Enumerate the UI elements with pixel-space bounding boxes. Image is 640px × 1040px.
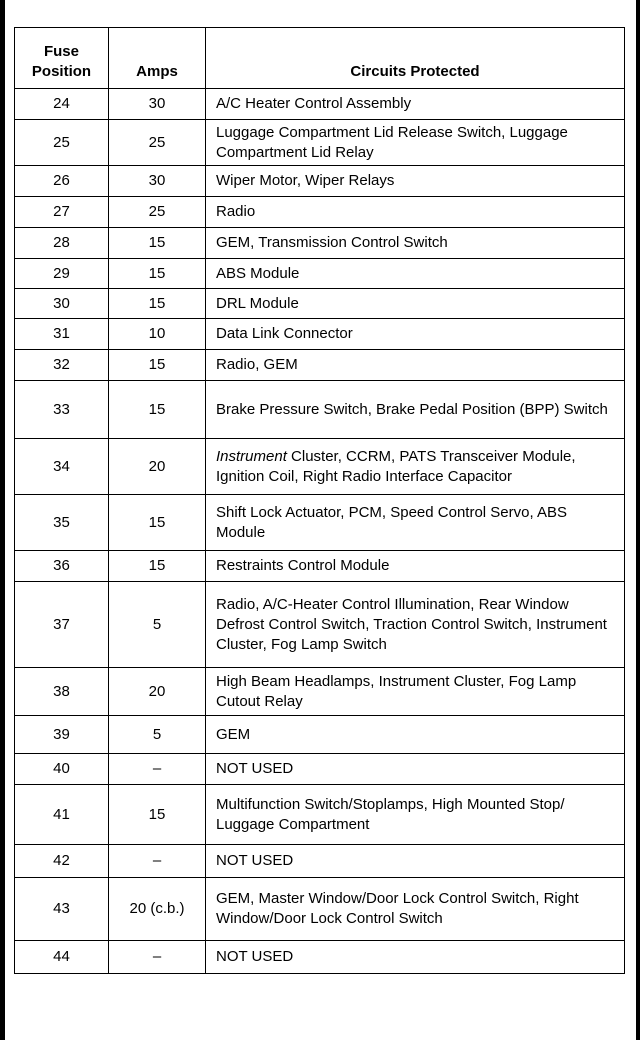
table-row <box>15 89 625 120</box>
fuse-position-cell: 27 <box>15 197 109 228</box>
fuse-position-cell: 31 <box>15 319 109 350</box>
fuse-table-body <box>15 89 625 974</box>
amps-cell: 15 <box>109 350 206 381</box>
amps-cell: 10 <box>109 319 206 350</box>
table-row <box>15 439 625 495</box>
table-row <box>15 941 625 974</box>
amps-cell: – <box>109 941 206 974</box>
amps-header: Amps <box>109 28 206 89</box>
table-row <box>15 350 625 381</box>
amps-cell: 15 <box>109 259 206 289</box>
table-row <box>15 289 625 319</box>
circuits-header: Circuits Protected <box>206 28 625 89</box>
fuse-position-cell: 41 <box>15 785 109 845</box>
fuse-position-cell: 26 <box>15 166 109 197</box>
table-row <box>15 582 625 668</box>
circuits-cell: GEM, Transmission Control Switch <box>206 228 625 259</box>
amps-cell: 20 <box>109 439 206 495</box>
circuits-cell: A/C Heater Control Assembly <box>206 89 625 120</box>
table-row <box>15 754 625 785</box>
amps-cell: 15 <box>109 289 206 319</box>
amps-cell: 30 <box>109 89 206 120</box>
fuse-position-cell: 33 <box>15 381 109 439</box>
fuse-position-cell: 42 <box>15 845 109 878</box>
right-page-edge <box>636 0 640 1040</box>
circuits-cell: Multifunction Switch/Stoplamps, High Mounted Stop/ Luggage Compartment <box>206 785 625 845</box>
circuits-cell: Wiper Motor, Wiper Relays <box>206 166 625 197</box>
left-page-edge <box>0 0 5 1040</box>
amps-cell: 5 <box>109 582 206 668</box>
table-row <box>15 878 625 941</box>
amps-cell: 15 <box>109 785 206 845</box>
amps-cell: – <box>109 754 206 785</box>
circuits-cell: Data Link Connector <box>206 319 625 350</box>
table-row <box>15 716 625 754</box>
amps-cell: 20 (c.b.) <box>109 878 206 941</box>
circuits-cell: GEM, Master Window/Door Lock Control Switch, Right Window/Door Lock Control Switch <box>206 878 625 941</box>
circuits-cell: High Beam Headlamps, Instrument Cluster, Fog Lamp Cutout Relay <box>206 668 625 716</box>
table-row <box>15 668 625 716</box>
fuse-position-cell: 38 <box>15 668 109 716</box>
circuits-cell: Restraints Control Module <box>206 551 625 582</box>
amps-cell: 15 <box>109 551 206 582</box>
fuse-position-cell: 34 <box>15 439 109 495</box>
circuits-cell: Luggage Compartment Lid Release Switch, Luggage Compartment Lid Relay <box>206 120 625 166</box>
table-row <box>15 381 625 439</box>
amps-cell: 15 <box>109 381 206 439</box>
amps-cell: 15 <box>109 228 206 259</box>
fuse-position-cell: 35 <box>15 495 109 551</box>
table-row <box>15 785 625 845</box>
circuits-cell: NOT USED <box>206 845 625 878</box>
fuse-position-cell: 43 <box>15 878 109 941</box>
table-row <box>15 495 625 551</box>
fuse-header-line2: Position <box>31 63 92 80</box>
circuits-cell: GEM <box>206 716 625 754</box>
circuits-cell: Radio, A/C-Heater Control Illumination, Rear Window Defrost Control Switch, Traction Control Switch, Instrument Cluster, Fog Lamp Switch <box>206 582 625 668</box>
table-row <box>15 259 625 289</box>
fuse-position-cell: 44 <box>15 941 109 974</box>
circuits-cell: NOT USED <box>206 754 625 785</box>
circuits-cell: Radio <box>206 197 625 228</box>
table-row <box>15 197 625 228</box>
amps-cell: 25 <box>109 120 206 166</box>
amps-cell: 30 <box>109 166 206 197</box>
table-row <box>15 166 625 197</box>
circuits-cell: ABS Module <box>206 259 625 289</box>
fuse-position-cell: 29 <box>15 259 109 289</box>
circuits-cell: Shift Lock Actuator, PCM, Speed Control Servo, ABS Module <box>206 495 625 551</box>
amps-cell: 5 <box>109 716 206 754</box>
fuse-table <box>14 27 625 974</box>
table-row <box>15 319 625 350</box>
fuse-position-cell: 24 <box>15 89 109 120</box>
header-row <box>15 28 625 89</box>
fuse-position-cell: 28 <box>15 228 109 259</box>
fuse-position-cell: 36 <box>15 551 109 582</box>
fuse-position-cell: 39 <box>15 716 109 754</box>
circuits-cell: DRL Module <box>206 289 625 319</box>
fuse-position-cell: 25 <box>15 120 109 166</box>
fuse-header-line1: Fuse <box>43 43 79 60</box>
table-row <box>15 551 625 582</box>
table-row <box>15 228 625 259</box>
fuse-position-cell: 37 <box>15 582 109 668</box>
circuits-cell: NOT USED <box>206 941 625 974</box>
fuse-position-cell: 32 <box>15 350 109 381</box>
amps-cell: 15 <box>109 495 206 551</box>
circuits-cell: Instrument Cluster, CCRM, PATS Transceiver Module, Ignition Coil, Right Radio Interface Capacitor <box>206 439 625 495</box>
circuits-cell: Brake Pressure Switch, Brake Pedal Position (BPP) Switch <box>206 381 625 439</box>
fuse-position-header <box>15 28 109 89</box>
fuse-position-cell: 30 <box>15 289 109 319</box>
table-row <box>15 120 625 166</box>
table-row <box>15 845 625 878</box>
amps-cell: 25 <box>109 197 206 228</box>
amps-cell: – <box>109 845 206 878</box>
amps-cell: 20 <box>109 668 206 716</box>
fuse-position-cell: 40 <box>15 754 109 785</box>
circuits-cell: Radio, GEM <box>206 350 625 381</box>
